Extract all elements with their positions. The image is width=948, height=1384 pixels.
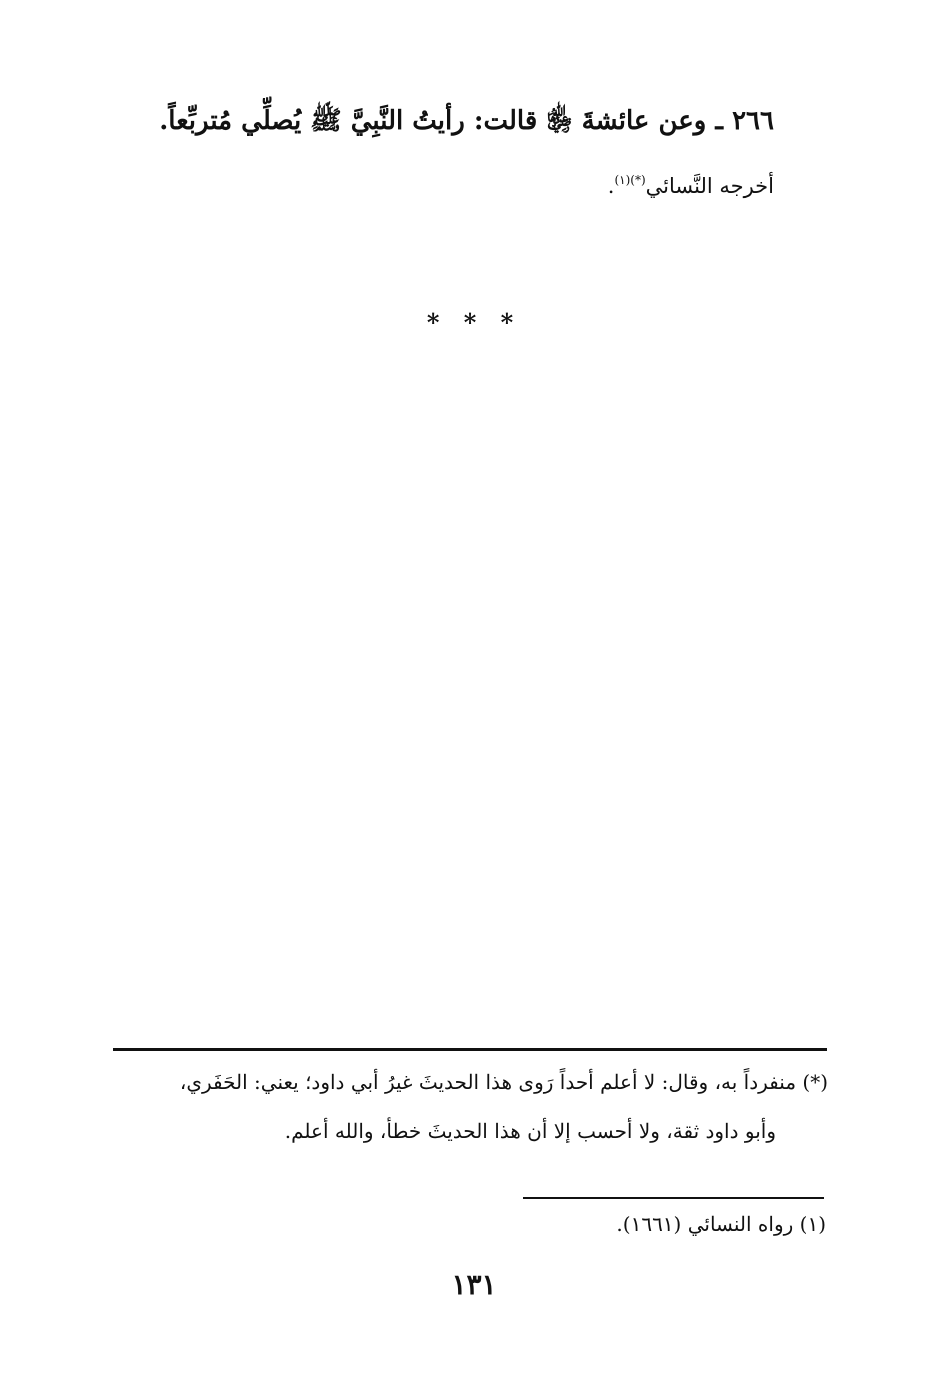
footnote-star-line2: وأبو داود ثقة، ولا أحسب إلا أن هذا الحديثَ خطأ، والله أعلم. (284, 1119, 776, 1143)
footnote-star-line1: (*) منفرداً به، وقال: لا أعلم أحداً رَوى هذا الحديثَ غيرُ أبي داود؛ يعني: الحَفَري، (179, 1070, 828, 1094)
footnote-divider (113, 1048, 827, 1051)
source-text: أخرجه النَّسائي (645, 174, 774, 198)
footnote-short-divider (523, 1197, 824, 1199)
footnote-1: (١) رواه النسائي (١٦٦١). (616, 1212, 826, 1236)
footnote-markers: (*)(١) (614, 173, 646, 187)
page-number: ١٣١ (451, 1268, 497, 1301)
hadith-source (608, 173, 774, 198)
section-separator: * * * (426, 308, 522, 337)
source-period: . (607, 174, 615, 198)
hadith-text: ٢٦٦ ـ وعن عائشةَ ﵂ قالت: رأيتُ النَّبِيَّ ﷺ يُصلِّي مُتربِّعاً. (159, 106, 774, 136)
